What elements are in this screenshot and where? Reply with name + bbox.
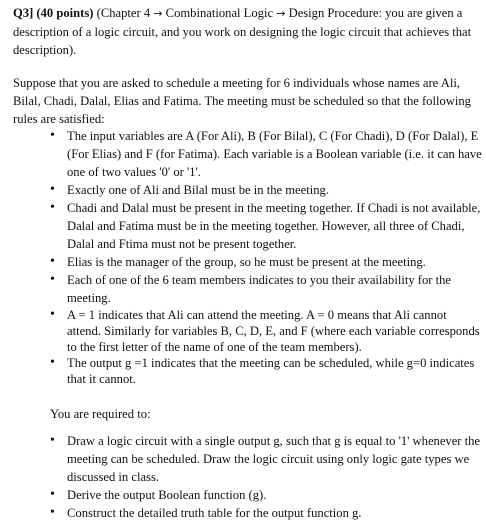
intro-paragraph: Suppose that you are asked to schedule a meeting for 6 individuals whose names are Ali, Bilal, Chadi, Dalal, Elias and Fatima. The meeting must be scheduled so that the following rules are satisfied:	[13, 76, 471, 126]
rule-text: The input variables are A (For Ali), B (For Bilal), C (For Chadi), D (For Dalal), E (For Elias) and F (for Fatima). Each variable is a Boolean variable (i.e. it can have one of two values '0' or '1'.	[67, 129, 482, 179]
topic-text: Combinational Logic	[165, 6, 274, 20]
list-item	[50, 307, 482, 355]
list-item	[50, 253, 482, 271]
list-item	[50, 504, 482, 522]
bullet-icon: •	[50, 505, 55, 520]
chapter-prefix: (Chapter 4	[96, 6, 151, 20]
task-text: Draw a logic circuit with a single output g, such that g is equal to '1' whenever the meeting can be scheduled. Draw the logic circuit using only logic gate types we discussed in class.	[67, 434, 481, 484]
list-item	[50, 127, 482, 181]
rules-list	[50, 127, 482, 387]
bullet-icon: •	[50, 200, 55, 215]
list-item	[50, 486, 482, 504]
list-item	[50, 199, 482, 253]
bullet-icon: •	[50, 307, 55, 322]
bullet-icon: •	[50, 487, 55, 502]
arrow-icon: →	[153, 7, 163, 20]
list-item	[50, 181, 482, 199]
rule-text: Chadi and Dalal must be present in the meeting together. If Chadi is not available, Dalal and Fatima must be in the meeting together. However, all three of Chadi, Dalal and Ftima must not be present together.	[67, 201, 481, 251]
tasks-list	[50, 432, 482, 522]
arrow-icon: →	[276, 7, 286, 20]
rule-text: Elias is the manager of the group, so he must be present at the meeting.	[67, 255, 426, 269]
question-header	[13, 4, 479, 59]
task-text: Construct the detailed truth table for the output function g.	[67, 506, 362, 520]
rule-text: Each of one of the 6 team members indicates to you their availability for the meeting.	[67, 273, 451, 305]
question-number: Q3] (40 points)	[13, 6, 94, 20]
bullet-icon: •	[50, 254, 55, 269]
subtopic-text: Design Procedure: you are given a description of a logic circuit, and you work on designing the logic circuit that achieves that description).	[13, 6, 472, 57]
rule-text: Exactly one of Ali and Bilal must be in the meeting.	[67, 183, 329, 197]
list-item	[50, 271, 482, 307]
task-text: Derive the output Boolean function (g).	[67, 488, 267, 502]
bullet-icon: •	[50, 433, 55, 448]
bullet-icon: •	[50, 128, 55, 143]
list-item	[50, 355, 482, 387]
rule-text: A = 1 indicates that Ali can attend the meeting. A = 0 means that Ali cannot attend. Similarly for variables B, C, D, E, and F (where each variable corresponds to the first letter of the name of one of the team members).	[67, 308, 480, 354]
bullet-icon: •	[50, 182, 55, 197]
bullet-icon: •	[50, 272, 55, 287]
bullet-icon: •	[50, 355, 55, 370]
rule-text: The output g =1 indicates that the meeting can be scheduled, while g=0 indicates that it cannot.	[67, 356, 475, 386]
required-heading: You are required to:	[50, 407, 151, 421]
list-item	[50, 432, 482, 486]
